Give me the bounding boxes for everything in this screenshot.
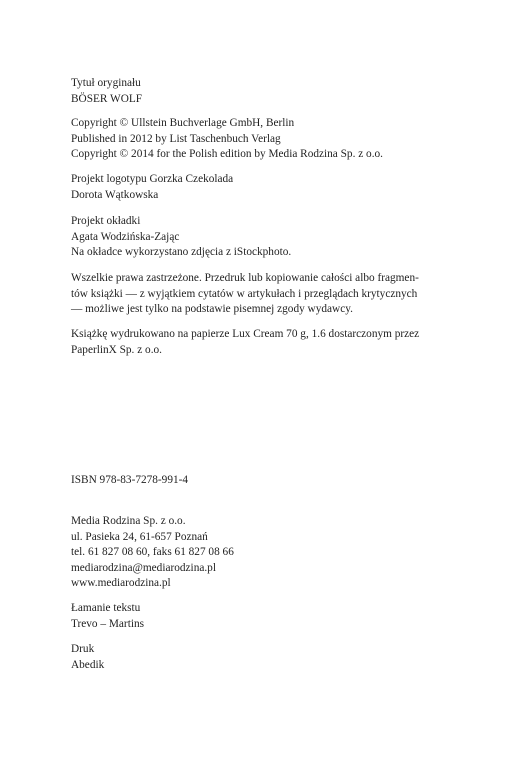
original-title-block bbox=[71, 76, 441, 107]
original-title-label: Tytuł oryginału bbox=[71, 77, 141, 89]
logo-project-block bbox=[71, 172, 441, 203]
paper-info-line: Książkę wydrukowano na papierze Lux Cream 70 g, 1.6 dostarczonym przez bbox=[71, 328, 420, 340]
isbn-block bbox=[71, 473, 441, 489]
copyright-line: Published in 2012 by List Taschenbuch Verlag bbox=[71, 132, 281, 145]
typesetting-block bbox=[71, 601, 441, 632]
logo-project-line: Projekt logotypu Gorzka Czekolada bbox=[71, 173, 234, 185]
rights-notice-block bbox=[71, 271, 441, 318]
typesetting-value: Trevo – Martins bbox=[71, 617, 145, 630]
cover-credits-block bbox=[71, 214, 441, 261]
publisher-block bbox=[71, 514, 441, 592]
publisher-address: ul. Pasieka 24, 61-657 Poznań bbox=[71, 530, 208, 543]
cover-photo-credit: Na okładce wykorzystano zdjęcia z iStockphoto. bbox=[71, 246, 292, 259]
copyright-block bbox=[71, 116, 441, 163]
publisher-name: Media Rodzina Sp. z o.o. bbox=[71, 515, 186, 527]
print-value: Abedik bbox=[71, 658, 105, 671]
print-label: Druk bbox=[71, 643, 95, 655]
rights-line: Wszelkie prawa zastrzeżone. Przedruk lub kopiowanie całości albo fragmen- bbox=[71, 272, 419, 284]
isbn: ISBN 978-83-7278-991-4 bbox=[71, 474, 189, 486]
logo-project-designer: Dorota Wątkowska bbox=[71, 188, 159, 201]
publisher-phone: tel. 61 827 08 60, faks 61 827 08 66 bbox=[71, 546, 234, 559]
copyright-line: Copyright © 2014 for the Polish edition by Media Rodzina Sp. z o.o. bbox=[71, 148, 384, 161]
paper-info-block bbox=[71, 327, 441, 358]
publisher-email: mediarodzina@mediarodzina.pl bbox=[71, 561, 216, 574]
publisher-website: www.mediarodzina.pl bbox=[71, 577, 171, 590]
print-block bbox=[71, 642, 441, 673]
rights-line: tów książki — z wyjątkiem cytatów w artykułach i przeglądach krytycznych bbox=[71, 287, 418, 300]
cover-label: Projekt okładki bbox=[71, 215, 141, 227]
cover-designer: Agata Wodzińska-Zając bbox=[71, 230, 180, 243]
original-title-value: BÖSER WOLF bbox=[71, 92, 143, 105]
rights-line: — możliwe jest tylko na podstawie pisemnej zgody wydawcy. bbox=[71, 303, 353, 316]
paper-info-line: PaperlinX Sp. z o.o. bbox=[71, 343, 162, 356]
copyright-line: Copyright © Ullstein Buchverlage GmbH, Berlin bbox=[71, 117, 295, 129]
typesetting-label: Łamanie tekstu bbox=[71, 602, 141, 614]
